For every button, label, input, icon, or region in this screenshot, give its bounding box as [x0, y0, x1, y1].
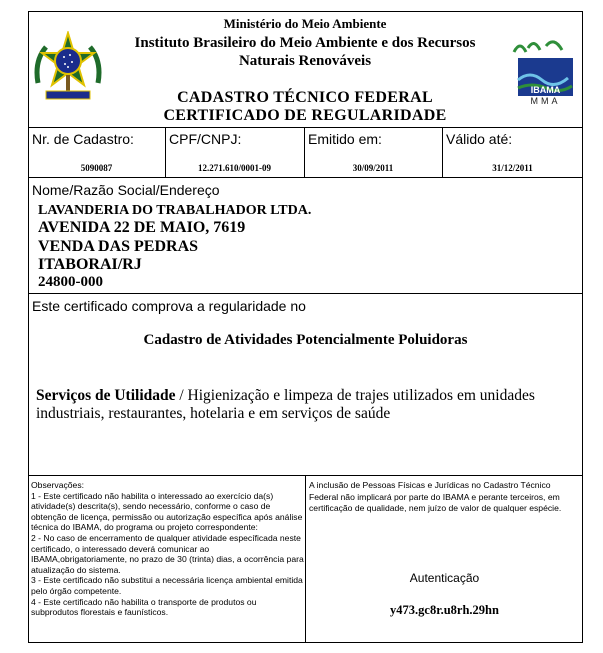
holder-postal-code: 24800-000	[38, 274, 103, 290]
service-description: / Higienização e limpeza de trajes utilizados em unidades industriais, restaurantes, hotelaria e em serviços de saúde	[36, 387, 535, 422]
service-description-block	[36, 387, 576, 423]
certificate-intro: Este certificado comprova a regularidade no	[32, 298, 306, 314]
holder-label: Nome/Razão Social/Endereço	[32, 182, 220, 198]
holder-district: VENDA DAS PEDRAS	[38, 238, 199, 255]
document-subtitle: CERTIFICADO DE REGULARIDADE	[163, 107, 447, 124]
observation-item-2: 2 - No caso de encerramento de qualquer atividade específicada neste certificado, o interessado deverá comunicar ao IBAMA,obrigatoriamente, no prazo de 30 (trinta) dias, a ocorrência para atualização do sistema.	[31, 532, 304, 575]
ministry-name: Ministério do Meio Ambiente	[223, 16, 387, 31]
service-category: Serviços de Utilidade	[36, 387, 176, 404]
observations-block	[31, 480, 305, 618]
institute-name-line1: Instituto Brasileiro do Meio Ambiente e dos Recursos	[134, 35, 476, 51]
authentication-code: y473.gc8r.u8rh.29hn	[390, 603, 499, 617]
holder-city-state: ITABORAI/RJ	[38, 256, 142, 273]
cadastro-title: Cadastro de Atividades Potencialmente Poluidoras	[143, 332, 468, 348]
document-title: CADASTRO TÉCNICO FEDERAL	[177, 89, 433, 106]
cadastro-value: 5090087	[80, 163, 113, 173]
emitido-value: 30/09/2011	[352, 163, 394, 173]
divider-holder	[28, 293, 583, 294]
institute-name-line2: Naturais Renováveis	[238, 53, 372, 69]
holder-company-name: LAVANDERIA DO TRABALHADOR LTDA.	[38, 203, 312, 218]
cadastro-label: Nr. de Cadastro:	[32, 131, 134, 147]
cpf-cnpj-label: CPF/CNPJ:	[169, 131, 242, 147]
authentication-label: Autenticação	[409, 571, 480, 585]
mma-logo-label: MMA	[530, 96, 561, 106]
ibama-logo-label: IBAMA	[530, 85, 561, 95]
divider-fields	[28, 177, 583, 178]
valido-label: Válido até:	[446, 131, 513, 147]
cpf-cnpj-value: 12.271.610/0001-09	[198, 163, 271, 173]
disclaimer-note: A inclusão de Pessoas Físicas e Jurídicas no Cadastro Técnico Federal não implicará por parte do IBAMA e perante terceiros, em certificação de qualidade, nem juízo de valor de qualquer espécie.	[309, 480, 562, 513]
emitido-label: Emitido em:	[308, 131, 382, 147]
observation-item-1: 1 - Este certificado não habilita o interessado ao exercício da(s) atividade(s) descrita(s), sendo necessário, conforme o caso de obtenção de licença, permissão ou autorização específica após análise técnica do IBAMA, do programa ou projeto correspondente:	[31, 490, 303, 533]
divider-header	[28, 127, 583, 128]
brazil-coat-of-arms-icon	[32, 31, 104, 107]
observation-item-4: 4 - Este certificado não habilita o transporte de produtos ou subprodutos florestais e faunísticos.	[31, 596, 257, 618]
observations-heading: Observações:	[31, 480, 85, 490]
observation-item-3: 3 - Este certificado não substitui a necessária licença ambiental emitida pelo órgão competente.	[31, 575, 303, 596]
valido-value: 31/12/2011	[492, 163, 533, 173]
holder-street: AVENIDA 22 DE MAIO, 7619	[38, 219, 246, 236]
